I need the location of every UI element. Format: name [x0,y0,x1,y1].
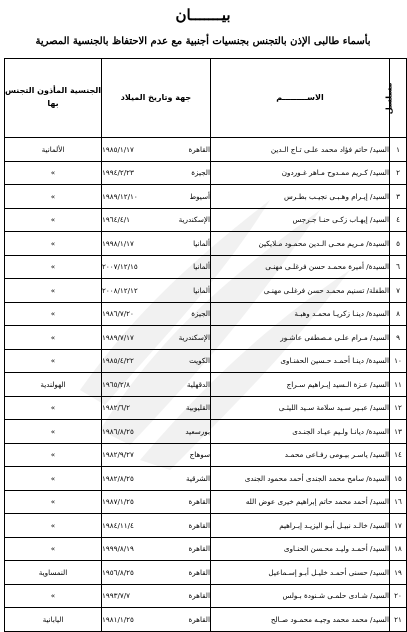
birth-date: ١٩٨١/١/٢٥ [102,614,134,624]
birth-cell [102,608,211,632]
nationality-cell: » [5,537,102,561]
serial-cell: ٦ [390,255,407,279]
birth-date: ١٩٩٨/١/١٧ [102,238,134,248]
name-cell: الطفلة/ تسنيم محمـد حسن فرغلـى مهنـى [211,279,390,303]
nationality-cell: » [5,279,102,303]
birth-place: ألمانيا [193,285,210,295]
birth-cell [102,302,211,326]
table-row [5,161,407,185]
serial-cell: ١٧ [390,514,407,538]
serial-cell: ١٤ [390,443,407,467]
table-row [5,443,407,467]
birth-place: ألمانيا [193,238,210,248]
birth-cell [102,326,211,350]
nationality-cell: » [5,584,102,608]
birth-place: القليوبية [185,403,210,413]
name-cell: السيد/ ياسـر بيـومى رفـاعى محمـد [211,443,390,467]
table-row [5,537,407,561]
birth-place: الإسكندرية [178,332,210,342]
name-cell: السيدة/ مـريم محـى الـدين محمـود مـلايكين [211,232,390,256]
birth-cell [102,138,211,162]
birth-place: بورسعيد [185,426,210,436]
birth-date: ١٩٦٥/٢/٨ [102,379,131,389]
nationality-cell: » [5,302,102,326]
name-cell: السيد/ عـزة الـسيد إبـراهيم سـراج [211,373,390,397]
birth-date: ١٩٩٣/٧/٧ [102,591,131,601]
nationality-cell: » [5,396,102,420]
birth-cell [102,232,211,256]
birth-date: ١٩٨٢/٨/٢٥ [102,473,134,483]
serial-cell: ١٩ [390,561,407,585]
col-header-nationality: الجنسية المأذون التجنس بها [5,59,102,138]
table-row [5,373,407,397]
birth-place: القاهرة [188,520,210,530]
table-row [5,232,407,256]
table-row [5,420,407,444]
table-row [5,396,407,420]
serial-cell: ١٠ [390,349,407,373]
name-cell: السيد/ عبـير سـيد سلامة سـيد الليثـى [211,396,390,420]
nationality-cell: » [5,232,102,256]
serial-cell: ٢٠ [390,584,407,608]
serial-cell: ٤ [390,208,407,232]
birth-date: ١٩٨٧/١/٢٥ [102,497,134,507]
birth-date: ١٩٨٢/٦/٢ [102,403,131,413]
serial-cell: ١٥ [390,467,407,491]
table-row [5,208,407,232]
birth-date: ٢٠٠٧/١٢/١٥ [102,262,138,272]
nationality-cell: » [5,349,102,373]
table-row [5,349,407,373]
page-subtitle: بأسماء طالبى الإذن بالتجنس بجنسيات أجنبية مع عدم الاحتفاظ بالجنسية المصرية [35,36,371,47]
nationality-cell: النمساوية [5,561,102,585]
col-header-name: الاســـــــــم [211,59,390,138]
table-row [5,561,407,585]
birth-place: الشرقية [185,473,210,483]
serial-cell: ٢١ [390,608,407,632]
page-title: بيـــــــان [175,6,231,24]
nationality-cell: الألمانية [5,138,102,162]
nationality-cell: » [5,514,102,538]
serial-cell: ١٢ [390,396,407,420]
birth-cell [102,279,211,303]
birth-place: القاهرة [188,144,210,154]
table-row [5,255,407,279]
birth-place: أسيوط [189,191,210,201]
col-header-birth: جهة وتاريخ الميلاد [102,59,211,138]
serial-cell: ٨ [390,302,407,326]
birth-cell [102,373,211,397]
nationality-cell: » [5,326,102,350]
birth-cell [102,420,211,444]
birth-place: القاهرة [188,497,210,507]
birth-cell [102,255,211,279]
birth-place: القاهرة [188,591,210,601]
serial-cell: ١٨ [390,537,407,561]
birth-date: ١٩٨٦/٨/٢٥ [102,426,134,436]
nationality-cell: الهولندية [5,373,102,397]
serial-cell: ١٦ [390,490,407,514]
birth-place: القاهرة [188,544,210,554]
birth-place: الكويت [189,356,210,366]
nationality-cell: » [5,185,102,209]
name-cell: السيد/ حسنى أحمـد خليـل أبـو إسـماعيل [211,561,390,585]
birth-cell [102,161,211,185]
birth-cell [102,514,211,538]
birth-place: الجيزة [191,309,210,319]
serial-cell: ٥ [390,232,407,256]
serial-cell: ٣ [390,185,407,209]
table-row [5,185,407,209]
birth-cell [102,349,211,373]
table-row [5,608,407,632]
birth-cell [102,490,211,514]
serial-cell: ١١ [390,373,407,397]
birth-date: ١٩٨٥/٤/٢٢ [102,356,134,366]
table-row [5,326,407,350]
nationality-cell: » [5,420,102,444]
name-cell: السيد/ شـادى حلمـى شـنودة بـولس [211,584,390,608]
col-header-serial [384,59,407,138]
birth-date: ١٩٥٦/٨/٢٥ [102,567,134,577]
col-header-serial-label: مسلسل [384,82,394,114]
birth-place: ألمانيا [193,262,210,272]
birth-place: الإسكندرية [178,215,210,225]
nationality-cell: » [5,208,102,232]
serial-cell: ١ [390,138,407,162]
birth-cell [102,584,211,608]
birth-place: سوهاج [189,450,210,460]
applicants-table [4,58,407,632]
name-cell: السيدة/ دينـا زكريـا محمـد وهبـة [211,302,390,326]
birth-date: ١٩٨٢/٩/٢٧ [102,450,134,460]
nationality-cell: » [5,443,102,467]
birth-cell [102,537,211,561]
serial-cell: ١٣ [390,420,407,444]
birth-date: ١٩٨٦/٧/٢٠ [102,309,134,319]
birth-cell [102,467,211,491]
birth-cell [102,185,211,209]
name-cell: السيدة/ دينـا أحمـد حـسين الحفنـاوى [211,349,390,373]
name-cell: السيد/ محمد محمد وجيـه محمـود صـالح [211,608,390,632]
birth-date: ١٩٩٤/٢/٢٣ [102,168,134,178]
birth-cell [102,208,211,232]
birth-place: الجيزة [191,168,210,178]
birth-date: ١٩٩٩/٨/١٩ [102,544,134,554]
birth-date: ١٩٨٥/١/١٧ [102,144,134,154]
birth-cell [102,396,211,420]
name-cell: السيدة/ سامح محمد الجندى أحمد محمود الجندى [211,467,390,491]
nationality-cell: » [5,161,102,185]
birth-place: القاهرة [188,614,210,624]
name-cell: السيدة/ ديانـا ولـيم عيـاد الجنـدى [211,420,390,444]
birth-date: ٢٠٠٨/١٢/١٢ [102,285,138,295]
birth-date: ١٩٨٩/٧/١٧ [102,332,134,342]
name-cell: السيد/ إيـرام وهـبـى نجيـب بطـرس [211,185,390,209]
table-row [5,584,407,608]
name-cell: السيد/ خالـد نبيـل أبـو اليزيـد إبـراهيم [211,514,390,538]
birth-place: الدقهلية [186,379,210,389]
birth-date: ١٩٨٤/١١/٤ [102,520,134,530]
name-cell: السيد/ مـرام علـى مـصطفى عاشـور [211,326,390,350]
table-row [5,302,407,326]
name-cell: السيد/ أحمد محمد حاتم إبراهيم خيرى عوض الله [211,490,390,514]
name-cell: السيد/ إيهـاب زكـى حنـا جـرجس [211,208,390,232]
table-header-row [5,59,407,138]
birth-date: ١٩٨٩/١٢/١٠ [102,191,138,201]
serial-cell: ٢ [390,161,407,185]
name-cell: السيد/ حاتم فؤاد محمد علـى تـاج الـدين [211,138,390,162]
birth-place: القاهرة [188,567,210,577]
nationality-cell: » [5,490,102,514]
table-body [5,138,407,632]
table-row [5,279,407,303]
table-row [5,138,407,162]
birth-date: ١٩٦٤/٤/١ [102,215,131,225]
birth-cell [102,561,211,585]
name-cell: السيدة/ أميرة محمـد حسن فرغلـى مهنـى [211,255,390,279]
birth-cell [102,443,211,467]
serial-cell: ٩ [390,326,407,350]
serial-cell: ٧ [390,279,407,303]
table-row [5,490,407,514]
table-row [5,467,407,491]
nationality-cell: » [5,467,102,491]
nationality-cell: اليابانية [5,608,102,632]
nationality-cell: » [5,255,102,279]
name-cell: السيد/ كـريم ممـدوح مـاهر غـوردون [211,161,390,185]
name-cell: السيد/ أحمـد وليـد محـسن الحنـاوى [211,537,390,561]
table-row [5,514,407,538]
